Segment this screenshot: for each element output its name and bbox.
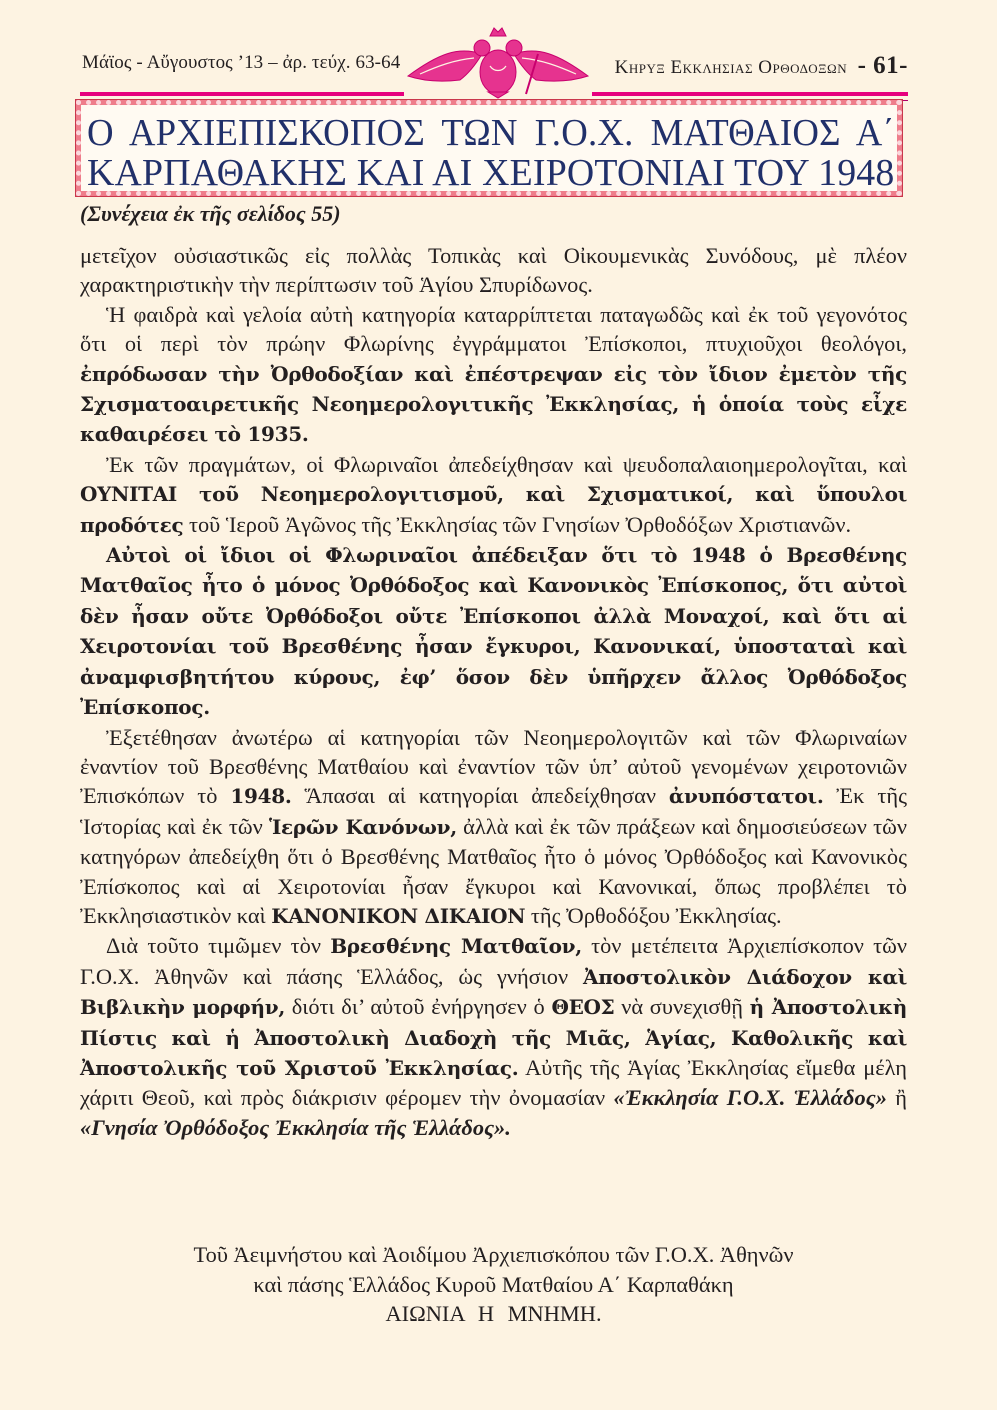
- text-run: ἀλλὰ καὶ ἐκ τῶν πράξεων καὶ δημοσιεύσεων τῶν κατηγόρων ἀπεδείχθη ὅτι ὁ Βρεσθένης Ματθαῖος ἦτο ὁ μόνος Ὀρθόδοξος καὶ Κανονικὸς Ἐπίσκοπος καὶ αἱ Χειροτονίαι ἦσαν ἔγκυροι καὶ Κανονικαί, ὅπως προβλέπει τὸ Ἐκκλησιαστικὸν καὶ: [80, 813, 907, 928]
- text-run: τῆς Ὀρθοδόξου Ἐκκλησίας.: [525, 902, 782, 928]
- article-title-line-2: ΚΑΡΠΑΘΑΚΗΣ ΚΑΙ ΑΙ ΧΕΙΡΟΤΟΝΙΑΙ ΤΟΥ 1948: [87, 152, 895, 194]
- closing-line-2: καὶ πάσης Ἑλλάδος Κυροῦ Ματθαίου Α΄ Καρπαθάκη: [253, 1271, 734, 1297]
- closing-line-1: Τοῦ Ἀειμνήστου καὶ Ἀοιδίμου Ἀρχιεπισκόπου τῶν Γ.Ο.Χ. Ἀθηνῶν: [193, 1242, 794, 1267]
- article-paragraph: [80, 540, 907, 722]
- text-run: Ἅπασαι αἱ κατηγορίαι ἀπεδείχθησαν: [291, 783, 669, 809]
- text-run: Ἐκ τῆς Ἱστορίας καὶ ἐκ τῶν: [80, 783, 907, 839]
- bold-text: Ἱερῶν Κανόνων,: [268, 814, 457, 839]
- text-run: Ἐξετέθησαν ἀνωτέρω αἱ κατηγορίαι τῶν Νεοημερολογιτῶν καὶ τῶν Φλωριναίων ἐναντίον τοῦ Βρεσθένης Ματθαίου καὶ ἐναντίον τῶν ὑπ’ αὐτοῦ γενομένων χειροτονιῶν Ἐπισκόπων τὸ: [80, 724, 907, 809]
- bold-text: ἐπρόδωσαν τὴν Ὀρθοδοξίαν καὶ ἐπέστρεψαν εἰς τὸν ἴδιον ἐμετὸν τῆς Σχισματοαιρετικῆς Νεοημερολογιτικῆς Ἐκκλησίας, ἡ ὁποία τοὺς εἶχε καθαιρέσει τὸ 1935.: [80, 361, 907, 447]
- bold-text: Βρεσθένης Ματθαῖον,: [330, 934, 582, 959]
- bold-text: ΚΑΝΟΝΙΚΟΝ ΔΙΚΑΙΟΝ: [271, 903, 526, 928]
- text-run: Ἡ φαιδρὰ καὶ γελοία αὐτὴ κατηγορία καταρρίπτεται παταγωδῶς καὶ ἐκ τοῦ γεγονότος ὅτι οἱ περὶ τὸν πρώην Φλωρίνης ἐγγράμματοι Ἐπίσκοποι, πτυχιοῦχοι θεολόγοι,: [80, 301, 907, 357]
- bold-text: ἡ Ἀποστολικὴ Πίστις καὶ ἡ Ἀποστολικὴ Διαδοχὴ τῆς Μιᾶς, Ἁγίας, Καθολικῆς καὶ Ἀποστολικῆς τοῦ Χριστοῦ Ἐκκλησίας.: [80, 995, 907, 1080]
- bold-text: Ἀποστολικὸν Διάδοχον καὶ Βιβλικὴν μορφήν,: [80, 964, 907, 1020]
- continuation-note: (Συνέχεια ἐκ τῆς σελίδος 55): [80, 201, 341, 226]
- article-title-line-1: Ο ΑΡΧΙΕΠΙΣΚΟΠΟΣ ΤΩΝ Γ.Ο.Χ. ΜΑΤΘΑΙΟΣ Α΄: [87, 112, 895, 154]
- bold-text: ἀνυπόστατοι.: [668, 784, 824, 809]
- article-paragraph: [80, 300, 907, 450]
- closing-line-3: ΑΙΩΝΙΑ Η ΜΝΗΜΗ.: [385, 1301, 602, 1326]
- text-run: τοῦ Ἱεροῦ Ἀγῶνος τῆς Ἐκκλησίας τῶν Γνησίων Ὀρθοδόξων Χριστιανῶν.: [183, 511, 852, 537]
- text-run: διότι δι’ αὐτοῦ ἐνήργησεν ὁ: [285, 994, 552, 1020]
- text-run: Αὐτῆς τῆς Ἁγίας Ἐκκλησίας εἴμεθα μέλη χάριτι Θεοῦ, καὶ πρὸς διάκρισιν φέρομεν τὴν ὀνομασίαν: [80, 1054, 907, 1111]
- header-rule-right: [592, 92, 908, 96]
- bold-text: 1948.: [230, 784, 292, 809]
- bold-text: ΘΕΟΣ: [551, 995, 615, 1020]
- page-number: - 61-: [857, 52, 908, 79]
- article-paragraph: [80, 241, 907, 300]
- publication-title: [615, 52, 908, 80]
- article-body: [80, 241, 907, 1142]
- double-headed-eagle-icon: [398, 24, 598, 100]
- text-run: νὰ συνεχισθῇ: [614, 994, 750, 1020]
- italic-text: «Ἐκκλησία Γ.Ο.Χ. Ἑλλάδος»: [613, 1085, 887, 1111]
- closing-dedication: [80, 1240, 907, 1329]
- text-run: Ἐκ τῶν πραγμάτων, οἱ Φλωριναῖοι ἀπεδείχθησαν καὶ ψευδοπαλαιοημερολογῖται, καὶ: [106, 451, 907, 477]
- issue-info: Μάϊος - Αὔγουστος ’13 – ἀρ. τεύχ. 63-64: [82, 52, 401, 73]
- text-run: ἢ: [886, 1085, 907, 1111]
- article-title-box: [76, 100, 902, 196]
- text-run: τὸν μετέπειτα Ἀρχιεπίσκοπον τῶν Γ.Ο.Χ. Ἀθηνῶν καὶ πάσης Ἑλλάδος, ὡς γνήσιον: [80, 933, 907, 989]
- article-paragraph: [80, 931, 907, 1142]
- text-run: Διὰ τοῦτο τιμῶμεν τὸν: [106, 933, 331, 959]
- italic-text: «Γνησία Ὀρθόδοξος Ἐκκλησία τῆς Ἑλλάδος».: [80, 1114, 511, 1140]
- header-rule-left: [80, 92, 404, 96]
- bold-text: ΟΥΝΙΤΑΙ τοῦ Νεοημερολογιτισμοῦ, καὶ Σχισματικοί, καὶ ὕπουλοι προδότες: [80, 482, 907, 537]
- bold-text: Αὐτοὶ οἱ ἴδιοι οἱ Φλωριναῖοι ἀπέδειξαν ὅτι τὸ 1948 ὁ Βρεσθένης Ματθαῖος ἦτο ὁ μόνος Ὀρθόδοξος καὶ Κανονικὸς Ἐπίσκοπος, ὅτι αὐτοὶ δὲν ἦσαν οὔτε Ὀρθόδοξοι οὔτε Ἐπίσκοποι ἀλλὰ Μοναχοί, καὶ ὅτι αἱ Χειροτονίαι τοῦ Βρεσθένης ἦσαν ἔγκυροι, Κανονικαί, ὑποσταταὶ καὶ ἀναμφισβητήτου κύρους, ἐφ’ ὅσον δὲν ὑπῆρχεν ἄλλος Ὀρθόδοξος Ἐπίσκοπος.: [80, 543, 907, 720]
- article-paragraph: [80, 723, 907, 932]
- publication-name: Κηρυξ Εκκλησιας Ορθοδοξων: [614, 57, 848, 78]
- article-paragraph: [80, 450, 907, 540]
- text-run: μετεῖχον οὐσιαστικῶς εἰς πολλὰς Τοπικὰς καὶ Οἰκουμενικὰς Συνόδους, μὲ πλέον χαρακτηριστικὴν τὴν περίπτωσιν τοῦ Ἁγίου Σπυρίδωνος.: [80, 243, 907, 298]
